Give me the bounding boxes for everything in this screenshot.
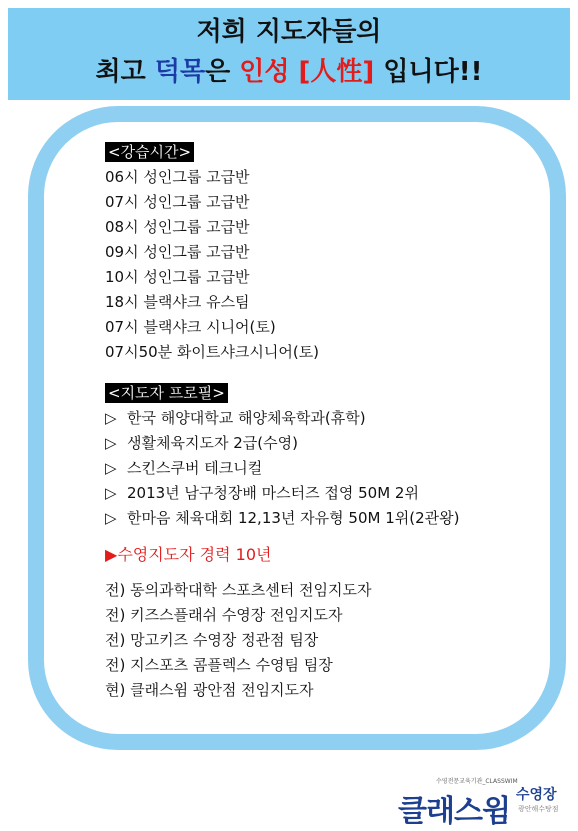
profile-item	[105, 456, 545, 481]
schedule-item: 10시 성인그룹 고급반	[105, 268, 250, 286]
header-text-choego: 최고	[95, 57, 146, 87]
bullet-icon: ▷	[105, 509, 117, 527]
bullet-icon: ▷	[105, 484, 117, 502]
profile-item	[105, 406, 545, 431]
bullet-icon: ▷	[105, 409, 117, 427]
schedule-item: 07시50분 화이트샤크시니어(토)	[105, 343, 320, 361]
logo-suffix: 수영장	[516, 787, 557, 803]
profile-item	[105, 431, 545, 456]
profile-item-text: 스킨스쿠버 테크니컬	[127, 459, 263, 477]
header-line-2	[8, 56, 570, 88]
logo-tagline: 수영전문교육기관_CLASSWIM	[436, 778, 518, 785]
history-item: 전) 지스포츠 콤플렉스 수영팀 팀장	[105, 656, 333, 674]
logo-branch: 광안해수탕점	[518, 805, 559, 813]
header-text-end: 입니다!!	[383, 57, 483, 87]
header-text-eun: 은	[205, 57, 231, 87]
history-item: 전) 동의과학대학 스포츠센터 전임지도자	[105, 581, 372, 599]
profile-item-text: 한마음 체육대회 12,13년 자유형 50M 1위(2관왕)	[127, 509, 460, 527]
bullet-icon: ▷	[105, 434, 117, 452]
header-line-1: 저희 지도자들의	[196, 17, 382, 47]
arrow-right-icon: ▶	[105, 545, 118, 564]
career-text: 수영지도자 경력 10년	[117, 545, 272, 564]
profile-item-text: 한국 해양대학교 해양체육학과(휴학)	[127, 409, 366, 427]
schedule-item: 08시 성인그룹 고급반	[105, 218, 250, 236]
schedule-item: 09시 성인그룹 고급반	[105, 243, 250, 261]
career-line	[105, 541, 545, 568]
profile-item	[105, 506, 545, 531]
header-text-virtue: 덕목	[154, 57, 206, 87]
schedule-item: 07시 성인그룹 고급반	[105, 193, 250, 211]
schedule-title: <강습시간>	[105, 142, 194, 162]
profile-item	[105, 481, 545, 506]
schedule-item: 07시 블랙샤크 시니어(토)	[105, 318, 276, 336]
schedule-item: 18시 블랙샤크 유스팀	[105, 293, 250, 311]
header-text-character: 인성	[239, 57, 290, 87]
history-item: 전) 망고키즈 수영장 정관점 팀장	[105, 631, 319, 649]
content-area	[105, 140, 545, 703]
logo-name: 클래스윔	[398, 794, 510, 829]
header-banner	[8, 8, 570, 100]
header-text-hanja: [人性]	[298, 57, 375, 87]
classwim-logo	[398, 776, 568, 829]
history-item: 현) 클래스윔 광안점 전임지도자	[105, 681, 314, 699]
profile-item-text: 생활체육지도자 2급(수영)	[127, 434, 298, 452]
bullet-icon: ▷	[105, 459, 117, 477]
history-item: 전) 키즈스플래쉬 수영장 전임지도자	[105, 606, 343, 624]
profile-item-text: 2013년 남구청장배 마스터즈 접영 50M 2위	[127, 484, 419, 502]
schedule-item: 06시 성인그룹 고급반	[105, 168, 250, 186]
profile-title: <지도자 프로필>	[105, 383, 228, 403]
